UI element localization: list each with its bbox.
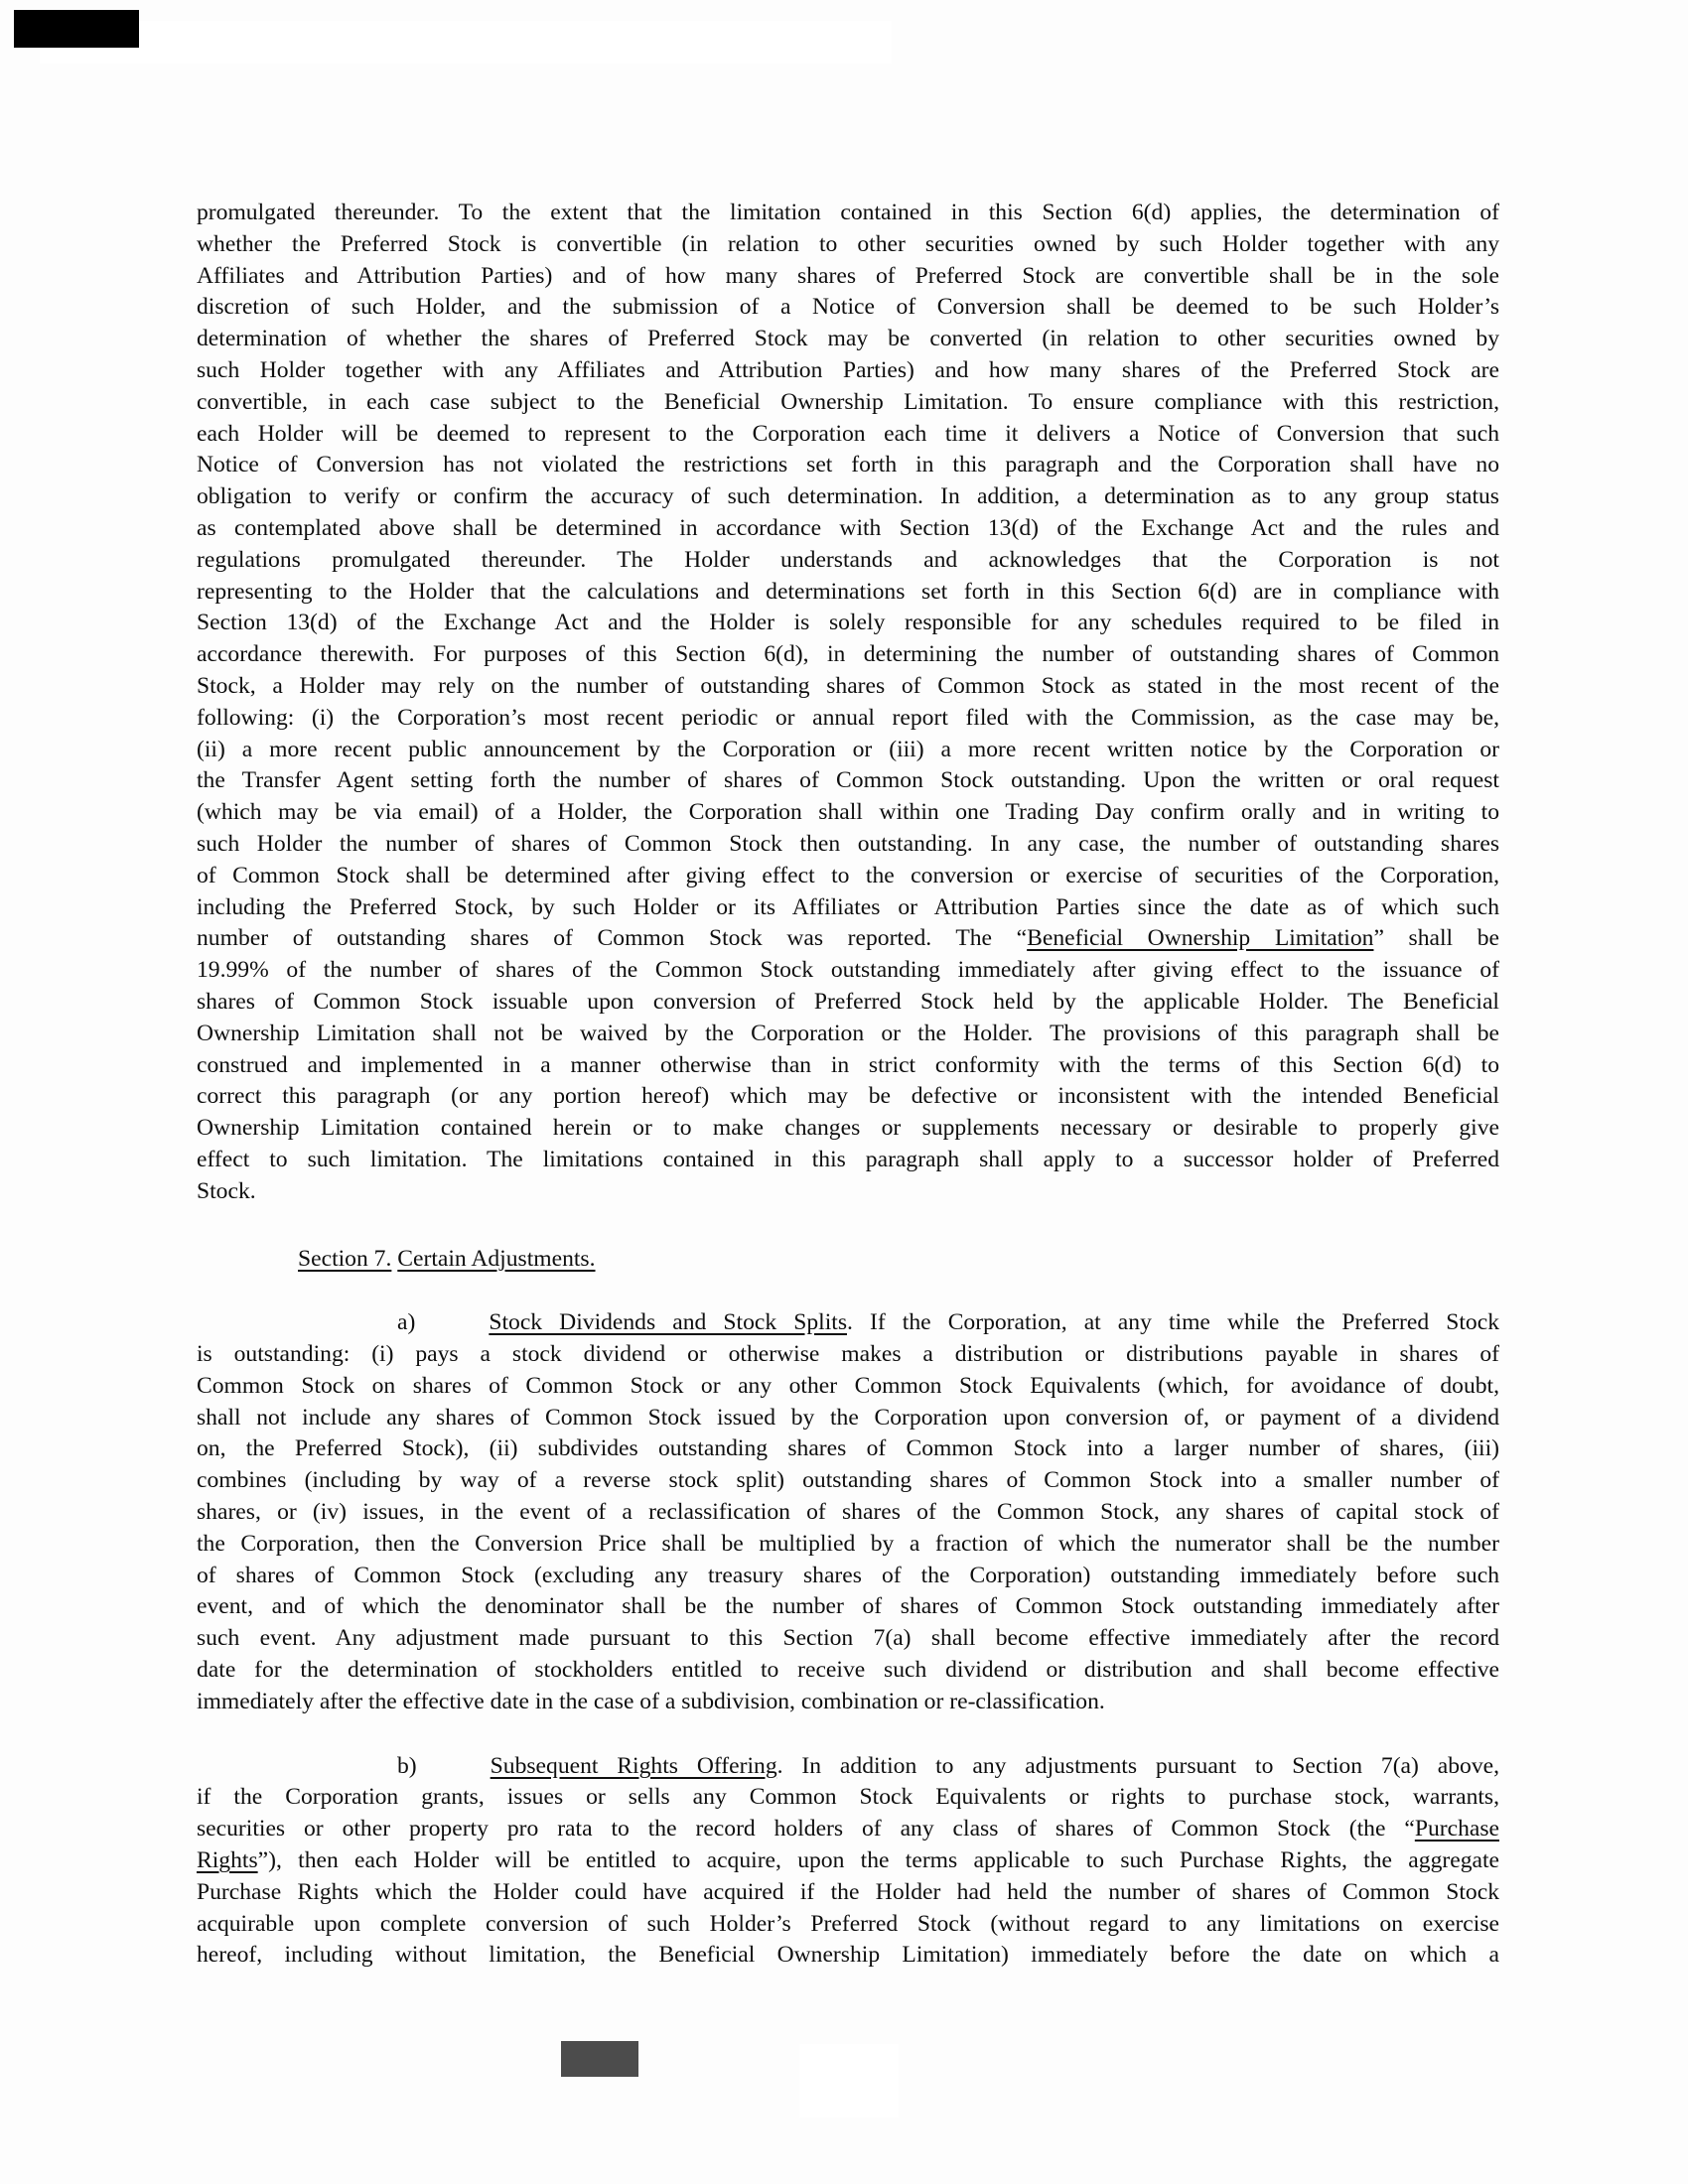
text-line bbox=[197, 608, 1499, 639]
text-span: date for the determination of stockholders entitled to receive such dividend or distribution and shall become effective bbox=[197, 1657, 1499, 1684]
text-line bbox=[197, 923, 1499, 955]
text-line bbox=[197, 1845, 1499, 1877]
text-span: following: (i) the Corporation’s most recent periodic or annual report filed with the Commission, as the case may be, bbox=[197, 704, 1499, 731]
text-line bbox=[197, 765, 1499, 797]
text-span: (ii) a more recent public announcement by the Corporation or (iii) a more recent written notice by the Corporation or bbox=[197, 736, 1499, 762]
text-span: Section 13(d) of the Exchange Act and the Holder is solely responsible for any schedules required to be filed in bbox=[197, 610, 1499, 636]
text-line bbox=[197, 513, 1499, 545]
text-line bbox=[197, 829, 1499, 861]
text-span: event, and of which the denominator shall be the number of shares of Common Stock outstanding immediately after bbox=[197, 1593, 1499, 1620]
text-span: b) bbox=[397, 1752, 417, 1779]
text-line bbox=[197, 1782, 1499, 1814]
text-line bbox=[197, 1909, 1499, 1941]
underlined-term: Purchase bbox=[1414, 1816, 1499, 1843]
text-line bbox=[197, 419, 1499, 451]
text-span: ” shall be bbox=[1373, 925, 1499, 952]
text-line bbox=[197, 1371, 1499, 1403]
text-line bbox=[197, 545, 1499, 577]
redaction-box-top-left bbox=[14, 10, 139, 48]
text-line bbox=[197, 735, 1499, 766]
text-span: shares, or (iv) issues, in the event of a reclassification of shares of the Common Stock, any shares of capital stock of bbox=[197, 1499, 1499, 1526]
text-span: hereof, including without limitation, the Beneficial Ownership Limitation) immediately before the date on which a bbox=[197, 1942, 1499, 1969]
text-span: accordance therewith. For purposes of this Section 6(d), in determining the number of outstanding shares of Common bbox=[197, 641, 1499, 668]
text-span: shall not include any shares of Common Stock issued by the Corporation upon conversion of, or payment of a dividend bbox=[197, 1404, 1499, 1431]
text-line bbox=[197, 198, 1499, 229]
text-line bbox=[197, 639, 1499, 671]
text-line bbox=[197, 1591, 1499, 1623]
paragraph-7a-stock-dividends bbox=[197, 1307, 1499, 1717]
text-span: convertible, in each case subject to the Beneficial Ownership Limitation. To ensure compliance with this restriction, bbox=[197, 388, 1499, 415]
text-line bbox=[197, 1339, 1499, 1371]
text-line bbox=[197, 1113, 1499, 1145]
text-line bbox=[197, 1561, 1499, 1592]
text-line bbox=[197, 1307, 1499, 1339]
text-span: discretion of such Holder, and the submission of a Notice of Conversion shall be deemed to be such Holder’s bbox=[197, 294, 1499, 321]
text-span: Notice of Conversion has not violated the restrictions set forth in this paragraph and the Corporation shall have no bbox=[197, 452, 1499, 478]
text-span: effect to such limitation. The limitations contained in this paragraph shall apply to a successor holder of Preferred bbox=[197, 1146, 1499, 1172]
text-span: determination of whether the shares of Preferred Stock may be converted (in relation to other securities owned by bbox=[197, 326, 1499, 352]
text-line bbox=[197, 261, 1499, 293]
text-span: the Transfer Agent setting forth the number of shares of Common Stock outstanding. Upon the written or oral request bbox=[197, 767, 1499, 794]
text-line bbox=[197, 387, 1499, 419]
text-line bbox=[197, 1497, 1499, 1529]
heading-section-7 bbox=[197, 1244, 1499, 1276]
underlined-term: Section 7. bbox=[298, 1245, 392, 1272]
text-span: each Holder will be deemed to represent to the Corporation each time it delivers a Notice of Conversion that such bbox=[197, 420, 1499, 447]
text-span: Common Stock on shares of Common Stock or any other Common Stock Equivalents (which, for avoidance of doubt, bbox=[197, 1372, 1499, 1399]
text-line bbox=[197, 355, 1499, 387]
text-line bbox=[197, 703, 1499, 735]
text-span: immediately after the effective date in the case of a subdivision, combination or re-classification. bbox=[197, 1688, 1105, 1714]
text-line bbox=[197, 1751, 1499, 1783]
text-span: obligation to verify or confirm the accuracy of such determination. In addition, a determination as to any group status bbox=[197, 483, 1499, 510]
text-line bbox=[197, 1081, 1499, 1113]
text-span: Purchase Rights which the Holder could have acquired if the Holder had held the number of shares of Common Stock bbox=[197, 1878, 1499, 1905]
text-span: ”), then each Holder will be entitled to acquire, upon the terms applicable to such Purchase Rights, the aggregate bbox=[257, 1847, 1499, 1874]
text-line bbox=[197, 892, 1499, 924]
document-content bbox=[197, 198, 1499, 1972]
text-span: . If the Corporation, at any time while the Preferred Stock bbox=[847, 1309, 1499, 1336]
text-span: . In addition to any adjustments pursuant to Section 7(a) above, bbox=[776, 1752, 1499, 1779]
text-line bbox=[197, 450, 1499, 481]
text-span: securities or other property pro rata to the record holders of any class of shares of Common Stock (the “ bbox=[197, 1816, 1415, 1843]
text-line bbox=[197, 1655, 1499, 1687]
redaction-box-bottom bbox=[561, 2041, 638, 2077]
text-span: regulations promulgated thereunder. The Holder understands and acknowledges that the Corporation is not bbox=[197, 546, 1499, 573]
text-span: of shares of Common Stock (excluding any treasury shares of the Corporation) outstanding immediately before such bbox=[197, 1562, 1499, 1588]
text-span: (which may be via email) of a Holder, the Corporation shall within one Trading Day confirm orally and in writing to bbox=[197, 799, 1499, 826]
underlined-term: Certain Adjustments. bbox=[397, 1245, 596, 1272]
text-line bbox=[197, 1940, 1499, 1972]
text-span: 19.99% of the number of shares of the Common Stock outstanding immediately after giving effect to the issuance of bbox=[197, 957, 1499, 984]
text-span: whether the Preferred Stock is convertible (in relation to other securities owned by such Holder together with any bbox=[197, 230, 1499, 257]
text-span: on, the Preferred Stock), (ii) subdivides outstanding shares of Common Stock into a larger number of shares, (iii) bbox=[197, 1435, 1499, 1462]
text-span: such event. Any adjustment made pursuant to this Section 7(a) shall become effective immediately after the record bbox=[197, 1625, 1499, 1652]
text-span: Ownership Limitation contained herein or to make changes or supplements necessary or desirable to properly give bbox=[197, 1115, 1499, 1142]
text-line bbox=[197, 1623, 1499, 1655]
text-span: Stock. bbox=[197, 1177, 256, 1204]
text-span: representing to the Holder that the calculations and determinations set forth in this Section 6(d) are in compliance with bbox=[197, 578, 1499, 605]
text-span: Affiliates and Attribution Parties) and of how many shares of Preferred Stock are convertible shall be in the sole bbox=[197, 262, 1499, 289]
text-span: is outstanding: (i) pays a stock dividend or otherwise makes a distribution or distributions payable in shares of bbox=[197, 1341, 1499, 1368]
text-span: construed and implemented in a manner otherwise than in strict conformity with the terms of this Section 6(d) to bbox=[197, 1051, 1499, 1078]
text-span: number of outstanding shares of Common Stock was reported. The “ bbox=[197, 925, 1028, 952]
text-line bbox=[197, 1244, 1499, 1276]
text-span: such Holder the number of shares of Common Stock then outstanding. In any case, the number of outstanding shares bbox=[197, 830, 1499, 857]
text-span: of Common Stock shall be determined after giving effect to the conversion or exercise of securities of the Corporation, bbox=[197, 862, 1499, 888]
text-span: correct this paragraph (or any portion hereof) which may be defective or inconsistent with the intended Beneficial bbox=[197, 1083, 1499, 1110]
text-line bbox=[197, 1433, 1499, 1465]
text-line bbox=[197, 1465, 1499, 1497]
text-span: Ownership Limitation shall not be waived by the Corporation or the Holder. The provisions of this paragraph shall be bbox=[197, 1020, 1499, 1046]
text-span: combines (including by way of a reverse stock split) outstanding shares of Common Stock into a smaller number of bbox=[197, 1467, 1499, 1494]
text-line bbox=[197, 229, 1499, 261]
text-line bbox=[197, 797, 1499, 829]
text-span: Stock, a Holder may rely on the number of outstanding shares of Common Stock as stated in the most recent of the bbox=[197, 672, 1499, 699]
text-line bbox=[197, 1050, 1499, 1082]
text-line bbox=[197, 987, 1499, 1019]
text-span: if the Corporation grants, issues or sells any Common Stock Equivalents or rights to purchase stock, warrants, bbox=[197, 1784, 1499, 1811]
text-line bbox=[197, 861, 1499, 892]
text-line bbox=[197, 671, 1499, 703]
text-line bbox=[197, 481, 1499, 513]
underlined-term: Subsequent Rights Offering bbox=[490, 1752, 777, 1779]
text-span: promulgated thereunder. To the extent that the limitation contained in this Section 6(d) applies, the determination of bbox=[197, 200, 1499, 225]
text-line bbox=[197, 955, 1499, 987]
text-line bbox=[197, 1176, 1499, 1208]
text-line bbox=[197, 324, 1499, 355]
underlined-term: Stock Dividends and Stock Splits bbox=[489, 1309, 847, 1336]
text-line bbox=[197, 577, 1499, 609]
text-line bbox=[197, 1814, 1499, 1845]
text-line bbox=[197, 1877, 1499, 1909]
underlined-term: Rights bbox=[197, 1847, 258, 1874]
text-span: such Holder together with any Affiliates and Attribution Parties) and how many shares of the Preferred Stock are bbox=[197, 356, 1499, 383]
text-line bbox=[197, 292, 1499, 324]
underlined-term: Beneficial Ownership Limitation bbox=[1027, 925, 1374, 952]
paragraph-section6d-continuation bbox=[197, 198, 1499, 1208]
text-span: as contemplated above shall be determined in accordance with Section 13(d) of the Exchange Act and the rules and bbox=[197, 514, 1499, 541]
text-line bbox=[197, 1529, 1499, 1561]
paragraph-7b-subsequent-rights-offering bbox=[197, 1751, 1499, 1973]
text-span: acquirable upon complete conversion of such Holder’s Preferred Stock (without regard to any limitations on exercise bbox=[197, 1910, 1499, 1937]
text-span: including the Preferred Stock, by such Holder or its Affiliates or Attribution Parties since the date as of which such bbox=[197, 893, 1499, 920]
scan-artifact-white-box-top bbox=[40, 21, 892, 64]
text-line bbox=[197, 1145, 1499, 1176]
text-line bbox=[197, 1403, 1499, 1434]
text-line bbox=[197, 1019, 1499, 1050]
text-line bbox=[197, 1687, 1499, 1718]
text-span: the Corporation, then the Conversion Price shall be multiplied by a fraction of which the numerator shall be the number bbox=[197, 1530, 1499, 1557]
scan-artifact-white-box-bottom bbox=[799, 2044, 899, 2117]
text-span: shares of Common Stock issuable upon conversion of Preferred Stock held by the applicable Holder. The Beneficial bbox=[197, 988, 1499, 1015]
text-span: a) bbox=[397, 1309, 416, 1336]
